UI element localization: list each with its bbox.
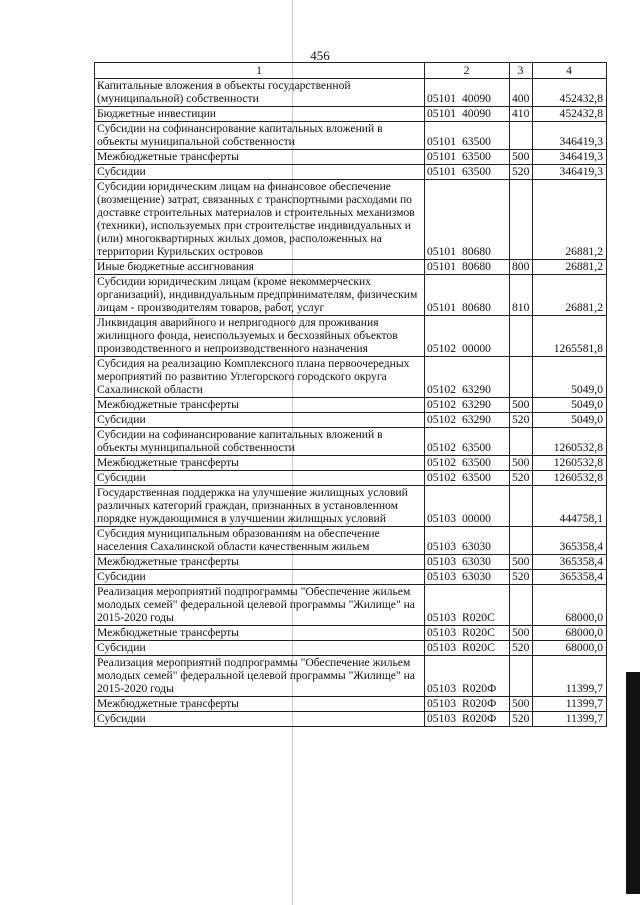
row-section-code: 05101 — [427, 135, 456, 148]
row-amount: 11399,7 — [533, 697, 607, 712]
row-amount: 11399,7 — [533, 712, 607, 727]
row-target-code: 63500 — [461, 471, 491, 484]
column-header-name: 1 — [95, 63, 425, 79]
row-expense-type — [510, 180, 533, 260]
column-header-amount: 4 — [533, 63, 607, 79]
row-target-code: R020С — [461, 641, 495, 654]
row-name: Субсидии — [95, 413, 425, 428]
row-expense-type: 520 — [510, 413, 533, 428]
table-row — [95, 641, 607, 656]
row-expense-type: 500 — [510, 626, 533, 641]
table-row — [95, 456, 607, 471]
table-row — [95, 585, 607, 626]
row-amount: 68000,0 — [533, 626, 607, 641]
row-section-code: 05103 — [427, 540, 456, 553]
row-amount: 346419,3 — [533, 165, 607, 180]
row-target-code: 63290 — [461, 383, 491, 396]
table-row — [95, 165, 607, 180]
row-code — [425, 712, 510, 727]
row-name: Межбюджетные трансферты — [95, 150, 425, 165]
row-name: Субсидии юридическим лицам на финансовое обеспечение (возмещение) затрат, связанных с транспортными расходами по доставке строительных материалов и строительных механизмов (техники), используемых при строительстве индивидуальных и (или) многоквартирных жилых домов, расположенных на территории Курильских островов — [95, 180, 425, 260]
table-row — [95, 316, 607, 357]
row-target-code: 63290 — [461, 398, 491, 411]
row-name: Капитальные вложения в объекты государственной (муниципальной) собственности — [95, 79, 425, 107]
row-expense-type: 520 — [510, 165, 533, 180]
table-row — [95, 398, 607, 413]
row-target-code: 63500 — [461, 165, 491, 178]
row-expense-type — [510, 585, 533, 626]
row-code — [425, 641, 510, 656]
row-code — [425, 275, 510, 316]
row-amount: 68000,0 — [533, 641, 607, 656]
row-code — [425, 260, 510, 275]
row-target-code: 63500 — [461, 135, 491, 148]
row-target-code: 63500 — [461, 150, 491, 163]
row-name: Реализация мероприятий подпрограммы "Обеспечение жильем молодых семей" федеральной целевой программы "Жилище" на 2015-2020 годы — [95, 656, 425, 697]
table-row — [95, 413, 607, 428]
row-expense-type — [510, 656, 533, 697]
row-code — [425, 398, 510, 413]
row-name: Субсидии — [95, 570, 425, 585]
row-code — [425, 180, 510, 260]
table-row — [95, 428, 607, 456]
row-expense-type: 810 — [510, 275, 533, 316]
row-expense-type — [510, 316, 533, 357]
row-section-code: 05102 — [427, 398, 456, 411]
row-amount: 365358,4 — [533, 527, 607, 555]
row-amount: 346419,3 — [533, 150, 607, 165]
row-section-code: 05103 — [427, 570, 456, 583]
row-code — [425, 428, 510, 456]
row-section-code: 05103 — [427, 512, 456, 525]
row-code — [425, 486, 510, 527]
row-section-code: 05103 — [427, 682, 456, 695]
row-amount: 365358,4 — [533, 555, 607, 570]
table-row — [95, 357, 607, 398]
row-amount: 1265581,8 — [533, 316, 607, 357]
row-code — [425, 585, 510, 626]
table-row — [95, 570, 607, 585]
row-section-code: 05102 — [427, 383, 456, 396]
row-code — [425, 165, 510, 180]
row-target-code: R020Ф — [461, 682, 497, 695]
row-name: Субсидия муниципальным образованиям на обеспечение населения Сахалинской области качественным жильем — [95, 527, 425, 555]
row-target-code: 80680 — [461, 301, 491, 314]
row-expense-type: 500 — [510, 697, 533, 712]
row-expense-type: 520 — [510, 471, 533, 486]
row-expense-type: 500 — [510, 150, 533, 165]
row-target-code: 63030 — [461, 540, 491, 553]
row-name: Субсидия на реализацию Комплексного плана первоочередных мероприятий по развитию Углегорского городского округа Сахалинской области — [95, 357, 425, 398]
row-expense-type: 800 — [510, 260, 533, 275]
row-target-code: 00000 — [461, 342, 491, 355]
row-expense-type: 520 — [510, 570, 533, 585]
row-section-code: 05103 — [427, 712, 456, 725]
row-name: Субсидии на софинансирование капитальных вложений в объекты муниципальной собственности — [95, 428, 425, 456]
row-name: Межбюджетные трансферты — [95, 626, 425, 641]
row-amount: 68000,0 — [533, 585, 607, 626]
table-row — [95, 626, 607, 641]
row-amount: 5049,0 — [533, 398, 607, 413]
row-amount: 452432,8 — [533, 107, 607, 122]
row-expense-type: 520 — [510, 641, 533, 656]
row-section-code: 05101 — [427, 165, 456, 178]
table-body — [95, 79, 607, 727]
row-code — [425, 413, 510, 428]
row-section-code: 05102 — [427, 342, 456, 355]
row-amount: 365358,4 — [533, 570, 607, 585]
row-name: Межбюджетные трансферты — [95, 398, 425, 413]
row-name: Межбюджетные трансферты — [95, 697, 425, 712]
budget-table — [94, 62, 607, 727]
row-code — [425, 527, 510, 555]
row-code — [425, 555, 510, 570]
table-row — [95, 107, 607, 122]
row-amount: 26881,2 — [533, 180, 607, 260]
row-name: Ликвидация аварийного и непригодного для проживания жилищного фонда, неиспользуемых и бесхозяйных объектов производственного и непроизводственного назначения — [95, 316, 425, 357]
table-row — [95, 471, 607, 486]
row-code — [425, 107, 510, 122]
row-section-code: 05103 — [427, 697, 456, 710]
row-amount: 346419,3 — [533, 122, 607, 150]
table-row — [95, 180, 607, 260]
table-row — [95, 656, 607, 697]
row-name: Субсидии — [95, 165, 425, 180]
row-amount: 5049,0 — [533, 357, 607, 398]
row-section-code: 05101 — [427, 245, 456, 258]
row-code — [425, 150, 510, 165]
row-expense-type — [510, 428, 533, 456]
row-code — [425, 471, 510, 486]
row-section-code: 05101 — [427, 92, 456, 105]
row-name: Реализация мероприятий подпрограммы "Обеспечение жильем молодых семей" федеральной целевой программы "Жилище" на 2015-2020 годы — [95, 585, 425, 626]
row-expense-type — [510, 357, 533, 398]
header-row — [95, 63, 607, 79]
row-name: Субсидии — [95, 471, 425, 486]
row-section-code: 05102 — [427, 441, 456, 454]
table-row — [95, 150, 607, 165]
row-target-code: 63500 — [461, 456, 491, 469]
row-amount: 1260532,8 — [533, 428, 607, 456]
row-name: Межбюджетные трансферты — [95, 555, 425, 570]
row-expense-type: 410 — [510, 107, 533, 122]
row-code — [425, 656, 510, 697]
table-row — [95, 486, 607, 527]
row-expense-type: 500 — [510, 456, 533, 471]
table-row — [95, 79, 607, 107]
row-target-code: 63500 — [461, 441, 491, 454]
row-section-code: 05101 — [427, 150, 456, 163]
row-name: Государственная поддержка на улучшение жилищных условий различных категорий граждан, признанных в установленном порядке нуждающимися в улучшении жилищных условий — [95, 486, 425, 527]
scan-edge-mark — [626, 672, 640, 894]
row-target-code: 63290 — [461, 413, 491, 426]
row-amount: 1260532,8 — [533, 471, 607, 486]
row-target-code: 40090 — [461, 92, 491, 105]
page-number: 456 — [310, 48, 330, 63]
row-code — [425, 79, 510, 107]
row-amount: 26881,2 — [533, 260, 607, 275]
row-section-code: 05102 — [427, 471, 456, 484]
row-expense-type: 500 — [510, 555, 533, 570]
row-amount: 1260532,8 — [533, 456, 607, 471]
row-name: Бюджетные инвестиции — [95, 107, 425, 122]
row-name: Субсидии — [95, 712, 425, 727]
row-target-code: 00000 — [461, 512, 491, 525]
row-code — [425, 316, 510, 357]
row-section-code: 05102 — [427, 413, 456, 426]
row-amount: 452432,8 — [533, 79, 607, 107]
row-target-code: R020С — [461, 626, 495, 639]
row-target-code: 80680 — [461, 245, 491, 258]
row-section-code: 05101 — [427, 260, 456, 273]
row-section-code: 05103 — [427, 611, 456, 624]
row-code — [425, 570, 510, 585]
row-name: Межбюджетные трансферты — [95, 456, 425, 471]
row-name: Иные бюджетные ассигнования — [95, 260, 425, 275]
column-header-expense-type: 3 — [510, 63, 533, 79]
row-code — [425, 626, 510, 641]
row-section-code: 05101 — [427, 107, 456, 120]
row-name: Субсидии на софинансирование капитальных вложений в объекты муниципальной собственности — [95, 122, 425, 150]
row-section-code: 05103 — [427, 626, 456, 639]
table-row — [95, 527, 607, 555]
row-target-code: 63030 — [461, 570, 491, 583]
row-amount: 11399,7 — [533, 656, 607, 697]
row-section-code: 05103 — [427, 641, 456, 654]
row-amount: 26881,2 — [533, 275, 607, 316]
row-code — [425, 456, 510, 471]
column-header-code: 2 — [425, 63, 510, 79]
table-row — [95, 555, 607, 570]
row-target-code: R020Ф — [461, 697, 497, 710]
row-target-code: R020Ф — [461, 712, 497, 725]
row-code — [425, 697, 510, 712]
table-row — [95, 260, 607, 275]
row-code — [425, 122, 510, 150]
row-name: Субсидии — [95, 641, 425, 656]
row-section-code: 05102 — [427, 456, 456, 469]
row-amount: 5049,0 — [533, 413, 607, 428]
table-row — [95, 275, 607, 316]
row-target-code: 80680 — [461, 260, 491, 273]
row-code — [425, 357, 510, 398]
row-section-code: 05103 — [427, 555, 456, 568]
table-row — [95, 712, 607, 727]
row-expense-type — [510, 527, 533, 555]
table-row — [95, 122, 607, 150]
row-name: Субсидии юридическим лицам (кроме некоммерческих организаций), индивидуальным предпринимателям, физическим лицам - производителям товаров, работ, услуг — [95, 275, 425, 316]
row-expense-type: 500 — [510, 398, 533, 413]
table-row — [95, 697, 607, 712]
row-amount: 444758,1 — [533, 486, 607, 527]
row-expense-type — [510, 122, 533, 150]
row-target-code: 63030 — [461, 555, 491, 568]
row-target-code: R020С — [461, 611, 495, 624]
row-expense-type: 400 — [510, 79, 533, 107]
row-expense-type: 520 — [510, 712, 533, 727]
row-expense-type — [510, 486, 533, 527]
row-section-code: 05101 — [427, 301, 456, 314]
row-target-code: 40090 — [461, 107, 491, 120]
